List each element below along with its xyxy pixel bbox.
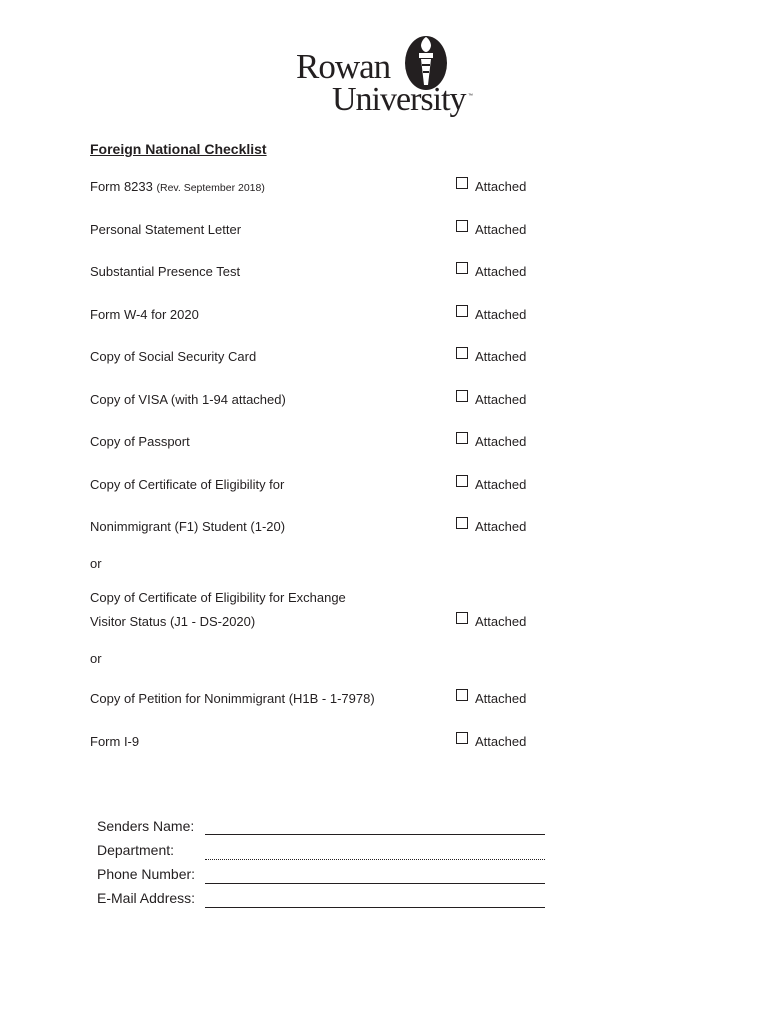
phone-number-field[interactable] (205, 883, 545, 884)
attached-label: Attached (475, 264, 527, 279)
checklist-item-form-8233 (90, 179, 265, 194)
item-label: Form 8233 (90, 179, 157, 194)
attached-checkbox[interactable] (456, 612, 468, 624)
attached-checkbox[interactable] (456, 305, 468, 317)
attached-label: Attached (475, 222, 527, 237)
attached-label: Attached (475, 434, 527, 449)
logo-wordmark-university: University (332, 81, 466, 118)
department-label: Department: (97, 842, 175, 858)
attached-label: Attached (475, 519, 527, 534)
checklist-item-form-w4: Form W-4 for 2020 (90, 307, 199, 322)
department-field[interactable] (205, 859, 545, 860)
attached-checkbox[interactable] (456, 177, 468, 189)
attached-checkbox[interactable] (456, 390, 468, 402)
attached-checkbox[interactable] (456, 475, 468, 487)
checklist-item-passport: Copy of Passport (90, 434, 190, 449)
attached-checkbox[interactable] (456, 220, 468, 232)
attached-label: Attached (475, 307, 527, 322)
email-address-field[interactable] (205, 907, 545, 908)
checklist-item-social-security: Copy of Social Security Card (90, 349, 257, 364)
attached-label: Attached (475, 477, 527, 492)
attached-label: Attached (475, 179, 527, 194)
attached-label: Attached (475, 734, 527, 749)
logo-wordmark-rowan: Rowan (296, 47, 391, 86)
rowan-university-logo (296, 35, 476, 121)
attached-checkbox[interactable] (456, 262, 468, 274)
page-title: Foreign National Checklist (90, 141, 267, 157)
email-address-label: E-Mail Address: (97, 890, 196, 906)
or-separator: or (90, 556, 102, 571)
checklist-item-certificate-eligibility: Copy of Certificate of Eligibility for (90, 477, 285, 492)
checklist-item-substantial-presence: Substantial Presence Test (90, 264, 241, 279)
item-note: (Rev. September 2018) (156, 182, 265, 194)
trademark-icon: ™ (468, 93, 473, 99)
attached-checkbox[interactable] (456, 732, 468, 744)
or-separator: or (90, 651, 102, 666)
checklist-item-exchange-line1: Copy of Certificate of Eligibility for Exchange (90, 590, 346, 605)
attached-label: Attached (475, 392, 527, 407)
attached-label: Attached (475, 349, 527, 364)
checklist-item-nonimmigrant-f1: Nonimmigrant (F1) Student (1-20) (90, 519, 286, 534)
checklist-item-form-i9: Form I-9 (90, 734, 140, 749)
checklist-item-personal-statement: Personal Statement Letter (90, 222, 242, 237)
checklist-item-exchange-visitor: Visitor Status (J1 - DS-2020) (90, 614, 256, 629)
phone-number-label: Phone Number: (97, 866, 196, 882)
senders-name-label: Senders Name: (97, 818, 195, 834)
attached-label: Attached (475, 691, 527, 706)
attached-checkbox[interactable] (456, 432, 468, 444)
attached-checkbox[interactable] (456, 517, 468, 529)
senders-name-field[interactable] (205, 834, 545, 835)
checklist-item-visa: Copy of VISA (with 1-94 attached) (90, 392, 286, 407)
attached-checkbox[interactable] (456, 347, 468, 359)
attached-label: Attached (475, 614, 527, 629)
attached-checkbox[interactable] (456, 689, 468, 701)
checklist-item-petition-h1b: Copy of Petition for Nonimmigrant (H1B - 1-7978) (90, 691, 375, 706)
